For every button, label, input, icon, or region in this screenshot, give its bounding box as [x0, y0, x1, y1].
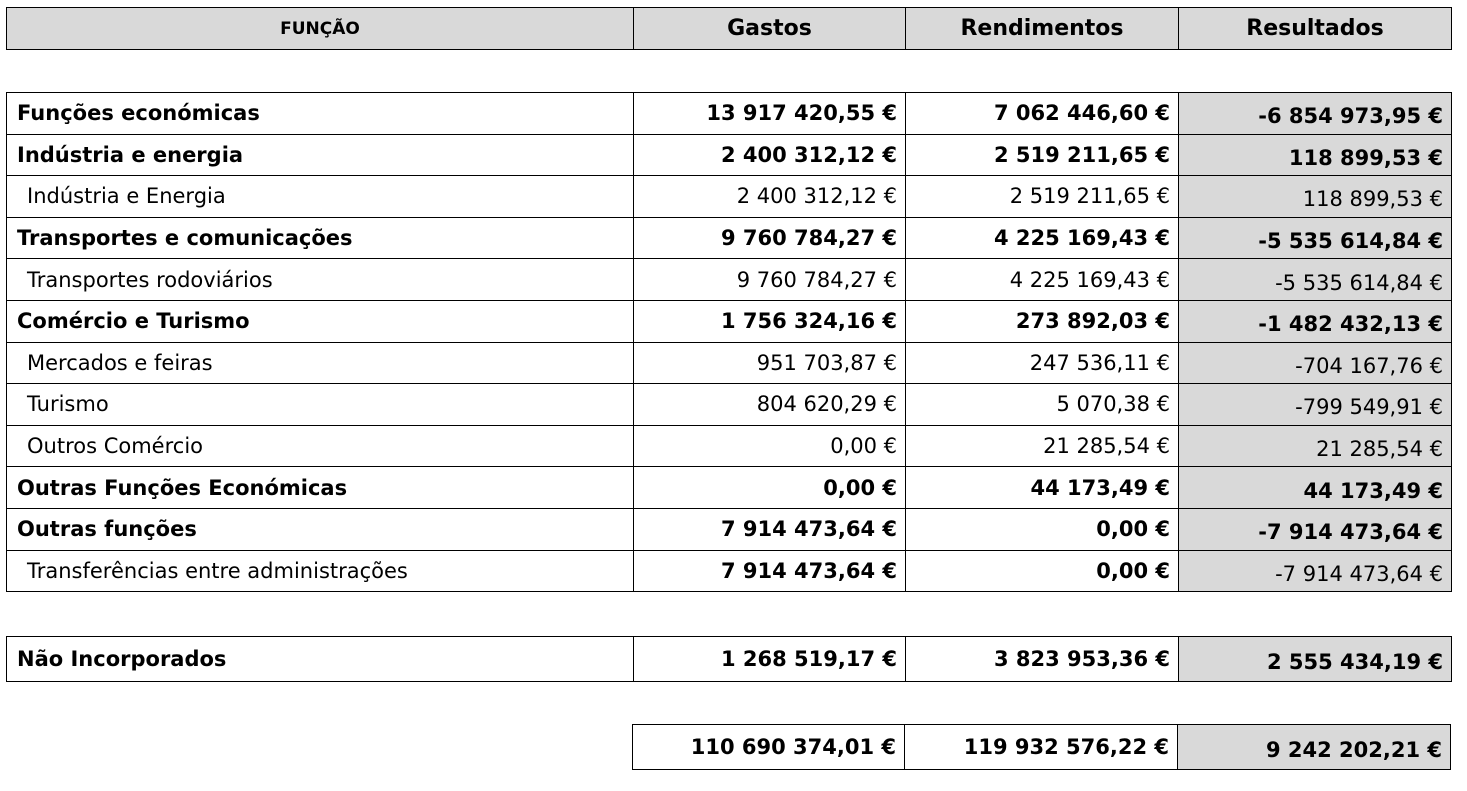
row-label: Mercados e feiras	[7, 342, 634, 384]
row-gastos: 9 760 784,27 €	[634, 217, 906, 259]
row-rendimentos: 2 519 211,65 €	[906, 176, 1179, 218]
row-gastos: 13 917 420,55 €	[634, 93, 906, 135]
row-resultados: -704 167,76 €	[1179, 342, 1452, 384]
row-rendimentos: 7 062 446,60 €	[906, 93, 1179, 135]
row-rendimentos: 4 225 169,43 €	[906, 217, 1179, 259]
table-row	[7, 93, 1452, 135]
totals-table	[632, 724, 1451, 770]
row-gastos: 9 760 784,27 €	[634, 259, 906, 301]
row-gastos: 1 268 519,17 €	[634, 637, 906, 682]
table-row	[7, 134, 1452, 176]
table-row	[7, 425, 1452, 467]
totals-row	[633, 725, 1451, 770]
row-label: Turismo	[7, 384, 634, 426]
table-row	[7, 300, 1452, 342]
row-rendimentos: 0,00 €	[906, 550, 1179, 592]
table-row	[7, 550, 1452, 592]
row-resultados: 2 555 434,19 €	[1179, 637, 1452, 682]
row-label: Outras Funções Económicas	[7, 467, 634, 509]
header-table	[6, 7, 1452, 50]
table-row	[7, 637, 1452, 682]
row-rendimentos: 5 070,38 €	[906, 384, 1179, 426]
header-funcao: FUNÇÃO	[7, 8, 634, 50]
header-rendimentos: Rendimentos	[906, 8, 1179, 50]
row-label: Transferências entre administrações	[7, 550, 634, 592]
header-gastos: Gastos	[634, 8, 906, 50]
row-label: Indústria e Energia	[7, 176, 634, 218]
table-row	[7, 467, 1452, 509]
row-label: Não Incorporados	[7, 637, 634, 682]
row-gastos: 951 703,87 €	[634, 342, 906, 384]
row-label: Transportes e comunicações	[7, 217, 634, 259]
row-rendimentos: 21 285,54 €	[906, 425, 1179, 467]
total-gastos: 110 690 374,01 €	[633, 725, 905, 770]
row-gastos: 2 400 312,12 €	[634, 134, 906, 176]
nao-incorporados-table	[6, 636, 1452, 682]
row-rendimentos: 0,00 €	[906, 508, 1179, 550]
row-gastos: 2 400 312,12 €	[634, 176, 906, 218]
row-rendimentos: 247 536,11 €	[906, 342, 1179, 384]
row-rendimentos: 2 519 211,65 €	[906, 134, 1179, 176]
row-label: Indústria e energia	[7, 134, 634, 176]
table-row	[7, 342, 1452, 384]
row-resultados: -1 482 432,13 €	[1179, 300, 1452, 342]
row-label: Transportes rodoviários	[7, 259, 634, 301]
header-row	[7, 8, 1452, 50]
row-rendimentos: 4 225 169,43 €	[906, 259, 1179, 301]
row-rendimentos: 273 892,03 €	[906, 300, 1179, 342]
row-gastos: 804 620,29 €	[634, 384, 906, 426]
row-resultados: -7 914 473,64 €	[1179, 508, 1452, 550]
table-row	[7, 259, 1452, 301]
row-label: Comércio e Turismo	[7, 300, 634, 342]
row-resultados: 44 173,49 €	[1179, 467, 1452, 509]
row-resultados: -5 535 614,84 €	[1179, 259, 1452, 301]
total-resultados: 9 242 202,21 €	[1178, 725, 1451, 770]
row-resultados: 118 899,53 €	[1179, 176, 1452, 218]
row-gastos: 0,00 €	[634, 425, 906, 467]
table-row	[7, 176, 1452, 218]
total-rendimentos: 119 932 576,22 €	[905, 725, 1178, 770]
table-row	[7, 508, 1452, 550]
row-resultados: 21 285,54 €	[1179, 425, 1452, 467]
functions-table	[6, 92, 1452, 592]
row-rendimentos: 3 823 953,36 €	[906, 637, 1179, 682]
row-gastos: 0,00 €	[634, 467, 906, 509]
row-label: Funções económicas	[7, 93, 634, 135]
row-rendimentos: 44 173,49 €	[906, 467, 1179, 509]
table-row	[7, 217, 1452, 259]
row-resultados: -7 914 473,64 €	[1179, 550, 1452, 592]
row-resultados: -6 854 973,95 €	[1179, 93, 1452, 135]
row-resultados: -5 535 614,84 €	[1179, 217, 1452, 259]
row-gastos: 7 914 473,64 €	[634, 550, 906, 592]
header-resultados: Resultados	[1179, 8, 1452, 50]
row-resultados: 118 899,53 €	[1179, 134, 1452, 176]
row-gastos: 7 914 473,64 €	[634, 508, 906, 550]
table-row	[7, 384, 1452, 426]
row-label: Outros Comércio	[7, 425, 634, 467]
row-resultados: -799 549,91 €	[1179, 384, 1452, 426]
row-label: Outras funções	[7, 508, 634, 550]
row-gastos: 1 756 324,16 €	[634, 300, 906, 342]
